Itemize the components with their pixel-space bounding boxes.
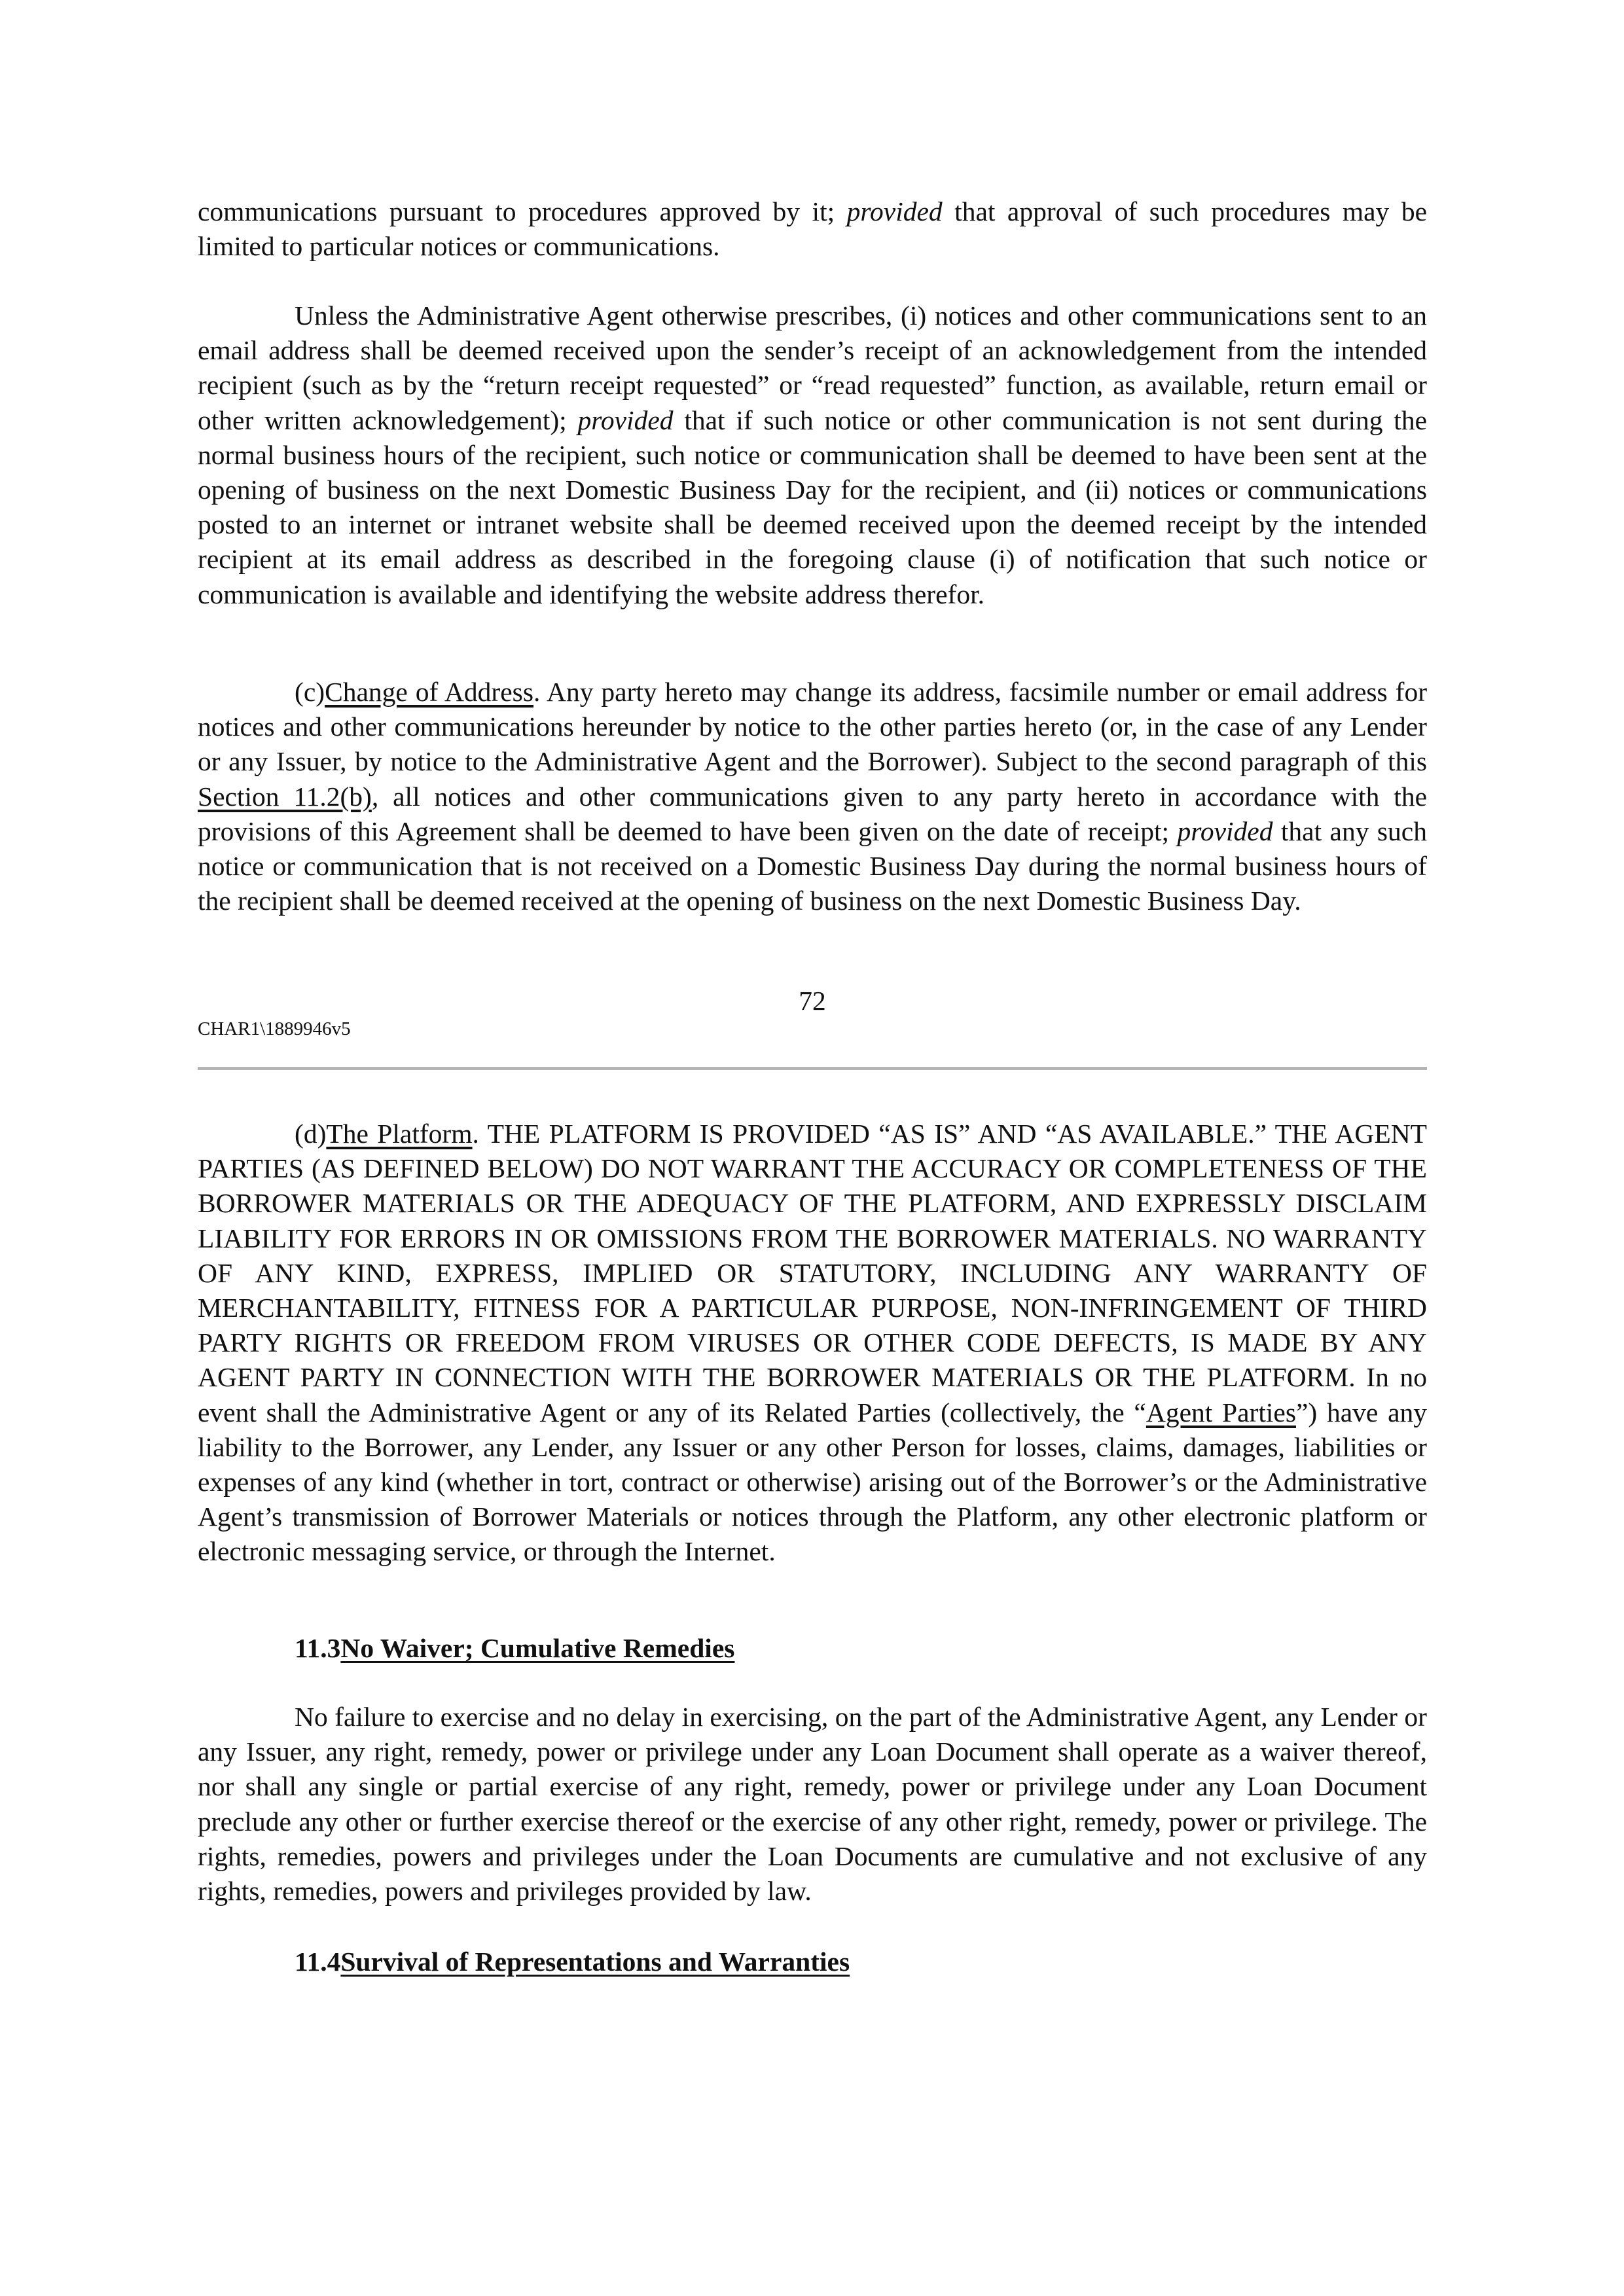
section-heading-11-4	[198, 1945, 1524, 1979]
paragraph-change-of-address: (c)Change of Address. Any party hereto may change its address, facsimile number or email address for notices and other communications hereunder by notice to the other parties hereto (or, in the case of any Lender or any Issuer, by notice to the Administrative Agent and the Borrower). Subject to the second paragraph of this Section 11.2(b), all notices and other communications given to any party hereto in accordance with the provisions of this Agreement shall be deemed to have been given on the date of receipt; provided that any such notice or communication that is not received on a Domestic Business Day during the normal business hours of the recipient shall be deemed received at the opening of business on the next Domestic Business Day.	[198, 677, 1428, 916]
section-title: No Waiver; Cumulative Remedies	[340, 1633, 735, 1663]
section-title: Survival of Representations and Warranties	[340, 1946, 850, 1977]
page-number: 72	[799, 986, 826, 1016]
clause-title: The Platform	[326, 1119, 473, 1149]
clause-title: Change of Address	[325, 677, 533, 707]
section-heading-11-3	[198, 1631, 1524, 1666]
paragraph-the-platform: (d)The Platform. THE PLATFORM IS PROVIDED “AS IS” AND “AS AVAILABLE.” THE AGENT PARTIES (AS DEFINED BELOW) DO NOT WARRANT THE ACCURACY OR COMPLETENESS OF THE BORROWER MATERIALS OR THE ADEQUACY OF THE PLATFORM, AND EXPRESSLY DISCLAIM LIABILITY FOR ERRORS IN OR OMISSIONS FROM THE BORROWER MATERIALS. NO WARRANTY OF ANY KIND, EXPRESS, IMPLIED OR STATUTORY, INCLUDING ANY WARRANTY OF MERCHANTABILITY, FITNESS FOR A PARTICULAR PURPOSE, NON-INFRINGEMENT OF THIRD PARTY RIGHTS OR FREEDOM FROM VIRUSES OR OTHER CODE DEFECTS, IS MADE BY ANY AGENT PARTY IN CONNECTION WITH THE BORROWER MATERIALS OR THE PLATFORM. In no event shall the Administrative Agent or any of its Related Parties (collectively, the “Agent Parties”) have any liability to the Borrower, any Lender, any Issuer or any other Person for losses, claims, damages, liabilities or expenses of any kind (whether in tort, contract or otherwise) arising out of the Borrower’s or the Administrative Agent’s transmission of Borrower Materials or notices through the Platform, any other electronic platform or electronic messaging service, or through the Internet.	[198, 1119, 1428, 1567]
defined-term: Agent Parties	[1146, 1397, 1296, 1427]
clause-label: (d)	[295, 1119, 327, 1149]
paragraph-email-receipt: Unless the Administrative Agent otherwise prescribes, (i) notices and other communications sent to an email address shall be deemed received upon the sender’s receipt of an acknowledgement from the intended recipient (such as by the “return receipt requested” or “read requested” function, as available, return email or other written acknowledgement); provided that if such notice or other communication is not sent during the normal business hours of the recipient, such notice or communication shall be deemed to have been sent at the opening of business on the next Domestic Business Day for the recipient, and (ii) notices or communications posted to an internet or intranet website shall be deemed received upon the deemed receipt by the intended recipient at its email address as described in the foregoing clause (i) of notification that such notice or communication is available and identifying the website address therefor.	[198, 300, 1427, 609]
provided-emphasis: provided	[577, 404, 674, 435]
section-number: 11.4	[295, 1946, 341, 1977]
clause-label: (c)	[295, 677, 325, 707]
provided-emphasis: provided	[846, 196, 943, 226]
document-id: CHAR1\1889946v5	[198, 1018, 351, 1039]
section-number: 11.3	[295, 1633, 341, 1663]
section-reference: Section 11.2(b)	[198, 781, 372, 812]
paragraph-communications-procedures: communications pursuant to procedures approved by it; provided that approval of such procedures may be limited to particular notices or communications.	[198, 196, 1427, 262]
paragraph-no-waiver: No failure to exercise and no delay in exercising, on the part of the Administrative Agent, any Lender or any Issuer, any right, remedy, power or privilege under any Loan Document shall operate as a waiver thereof, nor shall any single or partial exercise of any right, remedy, power or privilege under any Loan Document preclude any other or further exercise thereof or the exercise of any other right, remedy, power or privilege. The rights, remedies, powers and privileges under the Loan Documents are cumulative and not exclusive of any rights, remedies, powers and privileges provided by law.	[198, 1702, 1427, 1907]
page-divider	[198, 1067, 1427, 1070]
provided-emphasis: provided	[1177, 816, 1273, 846]
